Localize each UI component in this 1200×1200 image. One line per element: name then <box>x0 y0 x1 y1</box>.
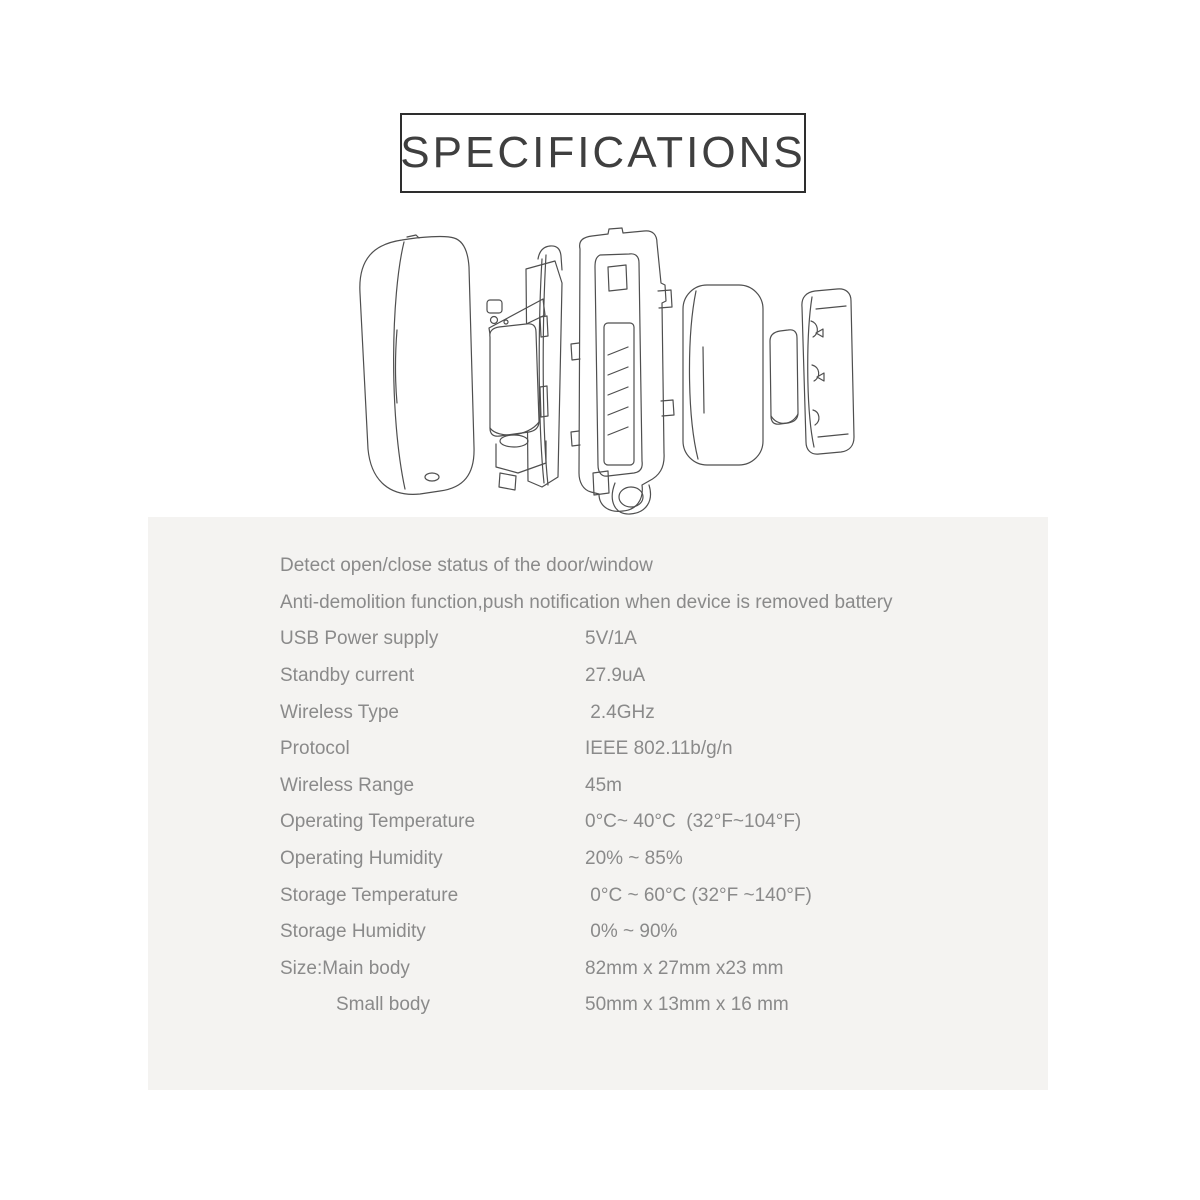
magnet-drawing <box>770 330 798 424</box>
spec-row-operating-humidity <box>280 841 1000 878</box>
spec-label: Operating Temperature <box>280 811 476 833</box>
spec-row-wireless-type <box>280 694 1000 731</box>
spec-value: 0% ~ 90% <box>585 921 678 943</box>
spec-label: Small body <box>336 994 430 1016</box>
spec-value: 2.4GHz <box>585 701 655 723</box>
spec-row-storage-humidity <box>280 914 1000 951</box>
spec-label: Size:Main body <box>280 957 410 979</box>
title-box <box>400 113 806 193</box>
main-body-cover-drawing <box>360 235 474 494</box>
intro-line-1: Detect open/close status of the door/window <box>280 555 653 577</box>
spec-row-size-main-body <box>280 951 1000 988</box>
sensor-diagram-svg <box>350 225 870 525</box>
spec-panel <box>148 517 1048 1090</box>
spec-row-usb-power <box>280 621 1000 658</box>
spec-value: 27.9uA <box>585 665 646 687</box>
spec-value: 0°C ~ 60°C (32°F ~140°F) <box>585 884 812 906</box>
spec-label: Operating Humidity <box>280 848 443 870</box>
spec-label: Wireless Range <box>280 774 415 796</box>
spec-label: Protocol <box>280 738 350 760</box>
spec-row-standby-current <box>280 658 1000 695</box>
spec-value: 20% ~ 85% <box>585 848 683 870</box>
battery-assembly-drawing <box>487 246 562 490</box>
exploded-view-diagram <box>350 225 870 525</box>
intro-line-2: Anti-demolition function,push notification when device is removed battery <box>280 591 893 613</box>
spec-value: 50mm x 13mm x 16 mm <box>585 994 789 1016</box>
spec-label: Storage Temperature <box>280 884 459 906</box>
spec-list <box>280 548 1000 1024</box>
spec-label: USB Power supply <box>280 628 439 650</box>
spec-value: 5V/1A <box>585 628 637 650</box>
spec-value: IEEE 802.11b/g/n <box>585 738 733 760</box>
main-body-chassis-drawing <box>539 228 674 514</box>
spec-value: 82mm x 27mm x23 mm <box>585 957 784 979</box>
spec-intro-row <box>280 548 1000 585</box>
spec-value: 45m <box>585 774 622 796</box>
spec-row-wireless-range <box>280 768 1000 805</box>
spec-intro-row <box>280 585 1000 622</box>
spec-label: Wireless Type <box>280 701 399 723</box>
spec-row-operating-temperature <box>280 804 1000 841</box>
spec-label: Standby current <box>280 665 415 687</box>
small-body-backplate-drawing <box>802 289 854 454</box>
spec-value: 0°C~ 40°C (32°F~104°F) <box>585 811 802 833</box>
small-body-cover-drawing <box>683 285 763 465</box>
spec-label: Storage Humidity <box>280 921 426 943</box>
page-title: SPECIFICATIONS <box>400 128 806 177</box>
spec-row-protocol <box>280 731 1000 768</box>
spec-row-size-small-body <box>280 987 1000 1024</box>
spec-row-storage-temperature <box>280 877 1000 914</box>
